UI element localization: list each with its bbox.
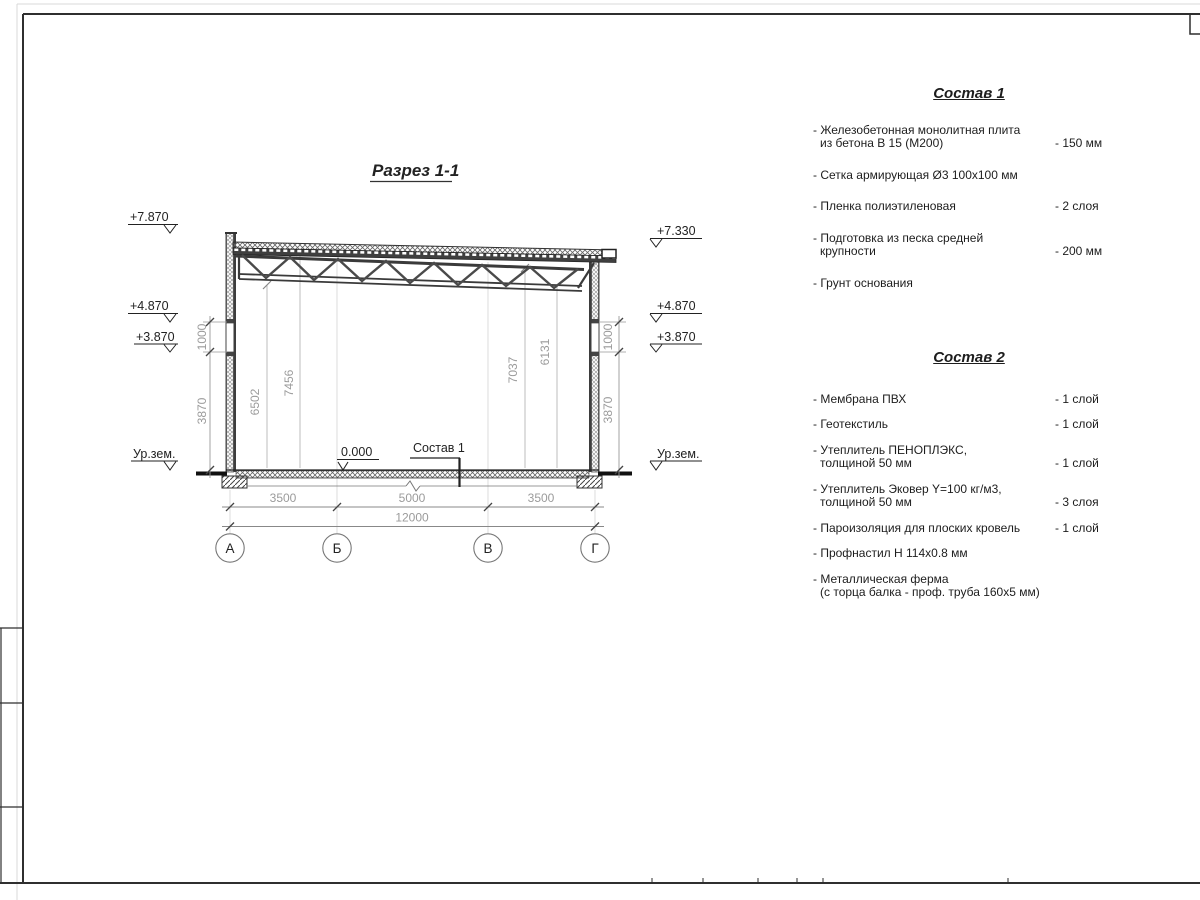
item-value: - 150 мм <box>1055 136 1103 150</box>
elevation-left-top: +7.870 <box>130 210 169 224</box>
item-line: - Пленка полиэтиленовая <box>813 199 956 213</box>
elevation-right-low: +3.870 <box>657 330 696 344</box>
elevation-left-mid: +4.870 <box>130 299 169 313</box>
material-item <box>813 573 1125 600</box>
dim-12000-total: 12000 <box>395 510 429 525</box>
item-line: - Грунт основания <box>813 275 913 290</box>
dim-3500-ab: 3500 <box>269 491 297 505</box>
left-wall-inner-liner <box>234 233 237 472</box>
dim-7037: 7037 <box>506 356 520 384</box>
material-item <box>813 277 1125 291</box>
axis-b: Б <box>332 541 342 556</box>
axis-v: В <box>483 541 493 556</box>
right-wall <box>589 262 599 472</box>
dim-5000-bv: 5000 <box>398 491 426 505</box>
item-value: - 200 мм <box>1055 244 1103 258</box>
item-line: - Утеплитель ПЕНОПЛЭКС, <box>813 442 968 457</box>
elevation-left-ground: Ур.зем. <box>133 447 176 461</box>
material-item <box>813 393 1125 407</box>
item-value: - 1 слой <box>1055 520 1099 535</box>
dim-3500-vg: 3500 <box>527 491 555 505</box>
dim-left-3870: 3870 <box>195 397 209 425</box>
elevation-right-mid: +4.870 <box>657 299 696 313</box>
item-line: - Сетка армирующая Ø3 100х100 мм <box>813 167 1018 182</box>
elevation-right-top: +7.330 <box>657 224 696 238</box>
item-line: - Пароизоляция для плоских кровель <box>813 520 1021 535</box>
elevation-marks-left <box>128 210 178 470</box>
item-line: толщиной 50 мм <box>820 456 912 470</box>
item-value: - 3 слоя <box>1055 495 1099 509</box>
drawing-title <box>370 161 459 182</box>
right-side-dimensions <box>600 316 626 478</box>
floor-composition-leader <box>410 441 465 487</box>
item-line: - Железобетонная монолитная плита <box>813 122 1021 137</box>
item-line: (с торца балка - проф. труба 160х5 мм) <box>820 585 1040 599</box>
dim-right-1000: 1000 <box>601 323 615 351</box>
item-line: из бетона В 15 (М200) <box>820 136 944 150</box>
bottom-dimensions <box>222 491 604 531</box>
section-title-text: Разрез 1-1 <box>372 161 460 180</box>
floor-composition-label: Состав 1 <box>413 441 465 455</box>
material-item <box>813 444 1125 471</box>
material-item <box>813 169 1125 183</box>
axis-a: А <box>225 541 235 556</box>
axis-g: Г <box>591 541 599 556</box>
corner-box <box>1190 14 1200 34</box>
item-value: - 2 слоя <box>1055 199 1099 213</box>
sostav1-title: Состав 1 <box>933 85 1005 102</box>
elevation-marks-right <box>650 224 702 470</box>
item-line: - Мембрана ПВХ <box>813 391 907 406</box>
foundation-right <box>577 476 602 488</box>
material-item <box>813 124 1125 151</box>
item-value: - 1 слой <box>1055 391 1099 406</box>
elevation-right-ground: Ур.зем. <box>657 447 700 461</box>
material-item <box>813 522 1125 536</box>
item-line: - Утеплитель Эковер Y=100 кг/м3, <box>813 481 1002 496</box>
zero-level-mark <box>337 445 379 470</box>
material-list-sostav1 <box>813 87 1125 290</box>
item-line: - Металлическая ферма <box>813 571 949 586</box>
item-value: - 1 слой <box>1055 456 1099 470</box>
right-wall-inner-liner <box>589 262 592 472</box>
edge-beam-tube <box>602 250 616 259</box>
foundation-left <box>222 476 247 488</box>
left-side-dimensions <box>195 316 227 478</box>
floor-slab <box>236 471 589 478</box>
roof-assembly <box>233 242 616 270</box>
left-wall <box>225 233 237 472</box>
material-list-sostav2 <box>813 351 1125 600</box>
dim-6131: 6131 <box>538 338 552 366</box>
elevation-left-low: +3.870 <box>136 330 175 344</box>
dim-7456: 7456 <box>282 369 296 397</box>
item-value: - 1 слой <box>1055 417 1099 431</box>
item-line: - Геотекстиль <box>813 417 888 431</box>
material-item <box>813 232 1125 259</box>
item-line: толщиной 50 мм <box>820 495 912 509</box>
item-line: крупности <box>820 244 876 258</box>
material-item <box>813 418 1125 432</box>
stamp-column <box>0 628 23 883</box>
floor-and-ground <box>196 470 632 491</box>
dim-left-1000: 1000 <box>195 323 209 351</box>
axis-bubbles <box>216 534 609 562</box>
material-item <box>813 547 1125 561</box>
item-line: - Подготовка из песка средней <box>813 230 984 245</box>
item-line: - Профнастил Н 114х0.8 мм <box>813 546 968 560</box>
material-item <box>813 483 1125 510</box>
dim-right-3870: 3870 <box>601 396 615 424</box>
break-symbol <box>406 481 420 491</box>
zero-level-text: 0.000 <box>341 445 373 459</box>
material-item <box>813 200 1125 214</box>
sostav2-title: Состав 2 <box>933 349 1005 366</box>
dim-6502: 6502 <box>248 388 262 416</box>
